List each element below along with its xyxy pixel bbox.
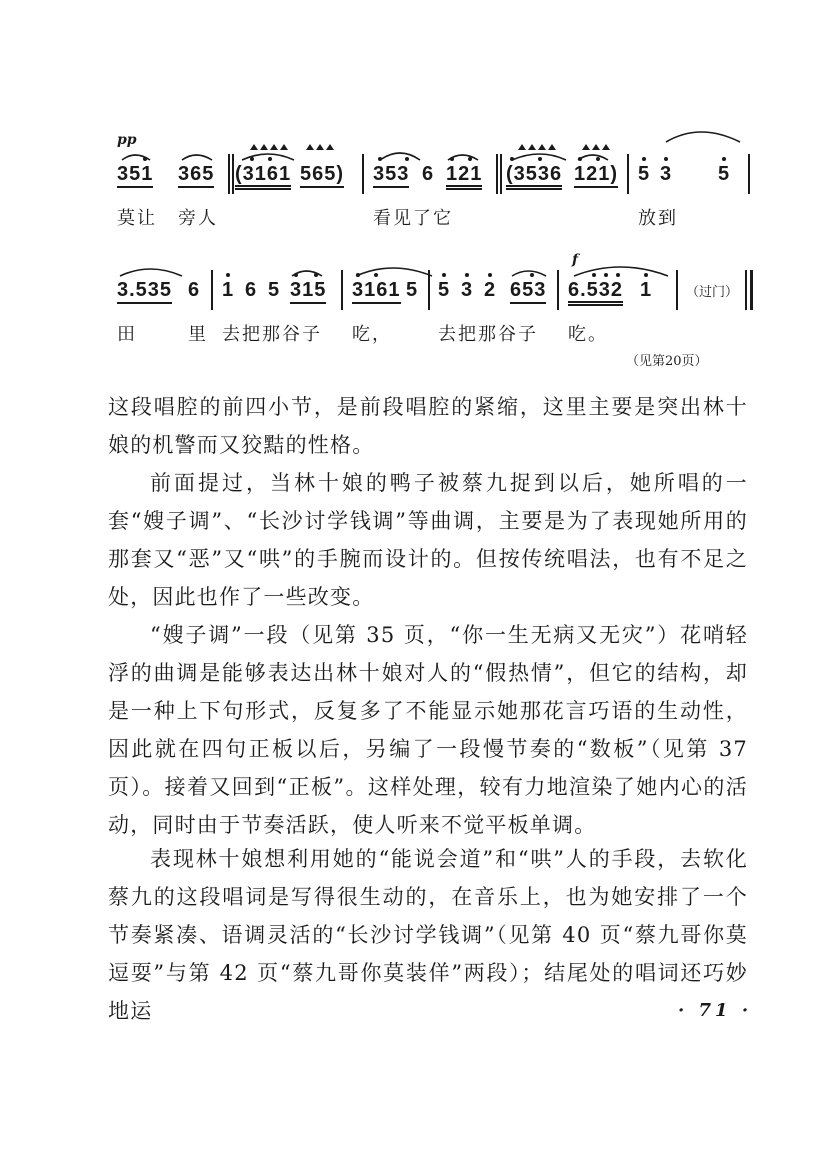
slur — [574, 267, 668, 276]
note-group: 121 — [446, 164, 482, 184]
slur — [578, 155, 608, 160]
note: 3 — [461, 279, 474, 301]
slur — [242, 154, 294, 160]
note-group: 351 — [117, 164, 153, 184]
dynamic-marking: pp — [117, 132, 137, 148]
note-group: 3161 — [352, 280, 401, 300]
slur — [182, 155, 212, 160]
note-group: 121) — [574, 164, 618, 184]
note: 6 — [422, 163, 435, 185]
interlude-label: （过门） — [686, 285, 739, 300]
lyric: 旁人 — [178, 208, 218, 229]
note: 3 — [660, 163, 673, 185]
note: 5 — [268, 279, 281, 301]
paragraph: 表现林十娘想利用她的“能说会道”和“哄”人的手段，去软化蔡九的这段唱词是写得很生动的，在音乐上，也为她安排了一个节奏紧凑、语调灵活的“长沙讨学钱调”（见第 40 页“蔡九哥你莫逗耍”与第 42 页“蔡九哥你莫装佯”两段）；结尾处的唱词还巧妙地运 — [108, 847, 748, 1023]
lyric: 吃。 — [568, 324, 608, 345]
slur — [120, 269, 182, 276]
note-group: 353 — [373, 164, 409, 184]
note-group: 315 — [290, 280, 326, 300]
paragraph: 前面提过，当林十娘的鸭子被蔡九捉到以后，她所唱的一套“嫂子调”、“长沙讨学钱调”等曲调，主要是为了表现她所用的那套又“恶”又“哄”的手腕而设计的。但按传统唱法，也有不足之处，因此也作了一些改变。 — [108, 471, 748, 609]
note: 2 — [484, 279, 497, 301]
note-group: 365 — [178, 164, 214, 184]
note: 5 — [406, 279, 419, 301]
note-group: 6.532 — [568, 280, 623, 300]
lyric: 田 — [117, 324, 137, 345]
lyric: 去把那谷子 — [438, 324, 538, 345]
lyric: 莫让 — [117, 208, 157, 229]
note-group: 653 — [510, 280, 546, 300]
note: 1 — [222, 279, 235, 301]
slur — [380, 153, 420, 160]
slur — [666, 132, 740, 142]
note: 5 — [438, 279, 451, 301]
slur — [512, 271, 546, 276]
lyric: 去把那谷子 — [222, 324, 322, 345]
note-group: 565) — [300, 164, 344, 184]
note: 6 — [245, 279, 258, 301]
slur — [356, 268, 432, 276]
note-group: 3.535 — [117, 280, 172, 300]
lyric: 吃， — [352, 324, 392, 345]
lyric: 看见了它 — [373, 208, 453, 229]
page-number: · 71 · — [678, 1000, 753, 1021]
note-group: (3536 — [506, 164, 562, 184]
dynamic-marking: f — [572, 252, 579, 268]
lyric: 放到 — [638, 208, 678, 229]
note-group: (3161 — [235, 164, 291, 184]
note: 6 — [188, 279, 201, 301]
note: 5 — [718, 163, 731, 185]
paragraph: “嫂子调”一段（见第 35 页，“你一生无病又无灾”）花哨轻浮的曲调是能够表达出林十娘对人的“假热情”，但它的结构，却是一种上下句形式，反复多了不能显示她那花言巧语的生动性，因此就在四句正板以后，另编了一段慢节奏的“数板”（见第 37 页）。接着又回到“正板”。这样处理，较有力地渲染了她内心的活动，同时由于节奏活跃，使人听来不觉平板单调。 — [108, 623, 748, 837]
paragraph: 这段唱腔的前四小节，是前段唱腔的紧缩，这里主要是突出林十娘的机警而又狡黠的性格。 — [108, 395, 748, 457]
note: 1 — [640, 279, 653, 301]
page-reference: （见第20页） — [626, 354, 708, 369]
lyric: 里 — [188, 324, 208, 345]
note: 5 — [638, 163, 651, 185]
